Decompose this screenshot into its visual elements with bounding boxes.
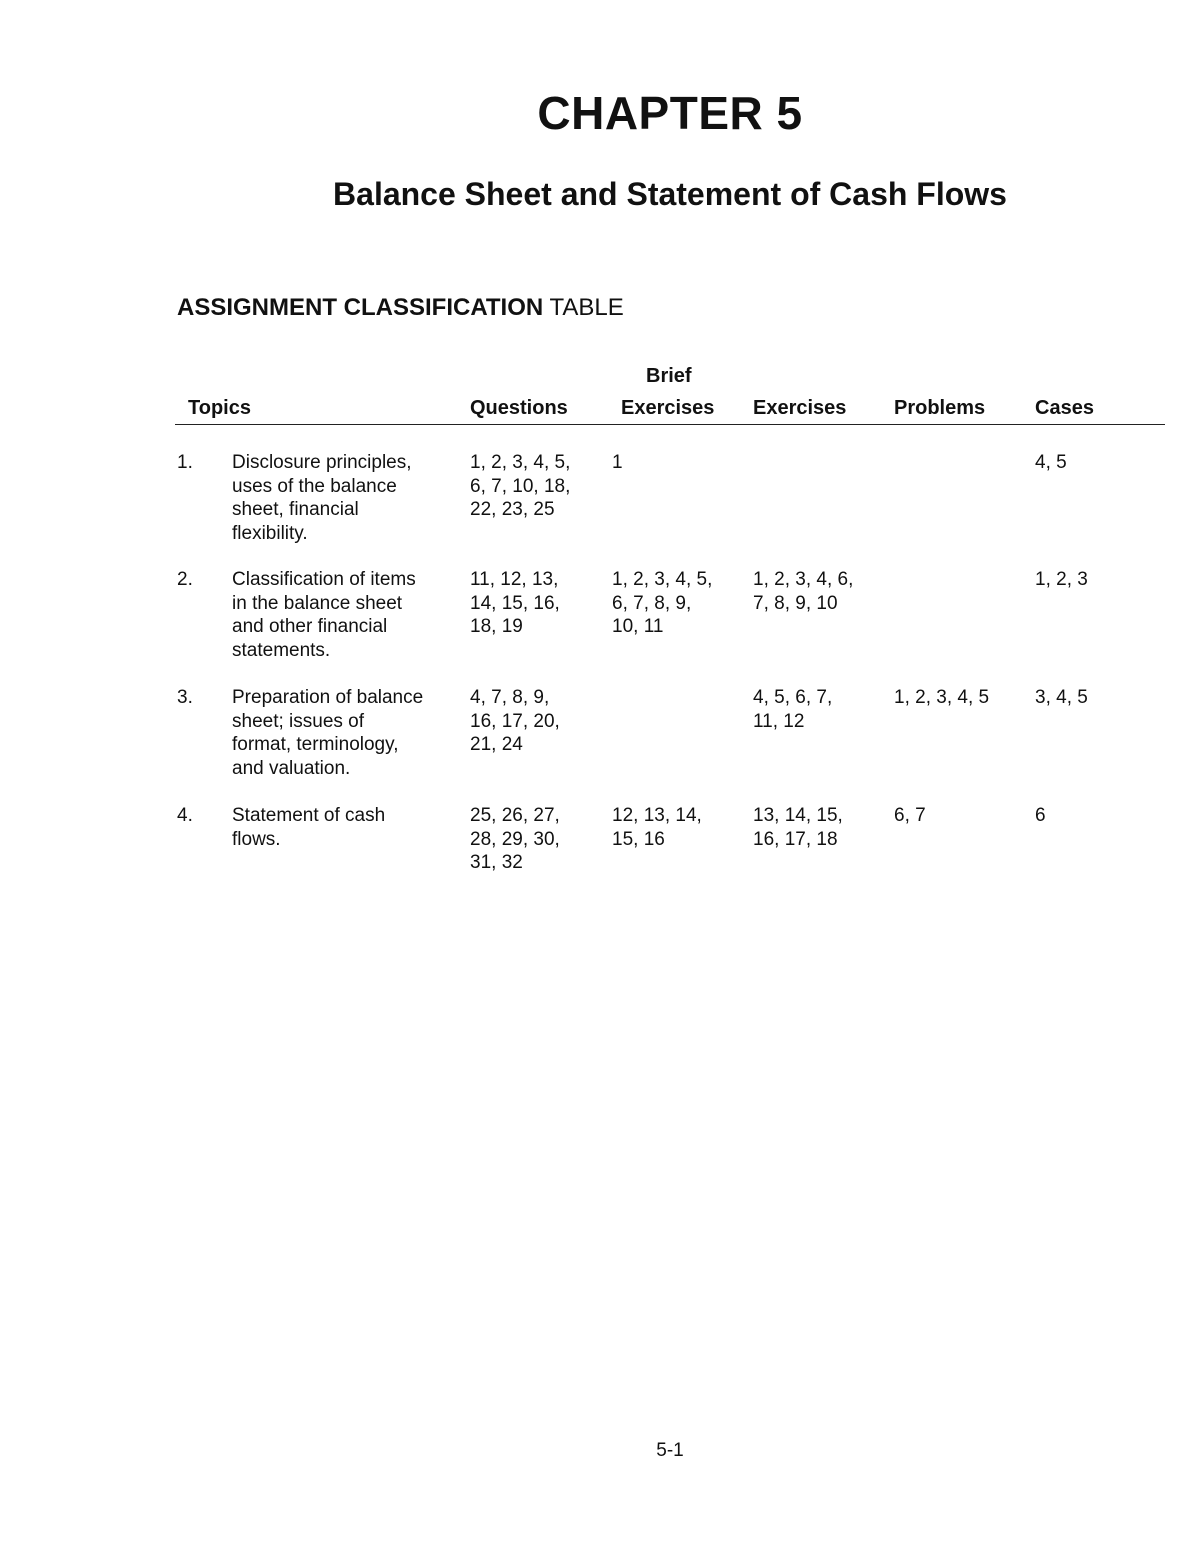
header-brief: Brief [646,365,692,387]
row-exercises: 4, 5, 6, 7, 11, 12 [753,687,833,732]
row-questions: 1, 2, 3, 4, 5, 6, 7, 10, 18, 22, 23, 25 [470,452,571,520]
header-questions: Questions [470,397,568,419]
row-cases: 3, 4, 5 [1035,687,1088,708]
row-questions: 11, 12, 13, 14, 15, 16, 18, 19 [470,569,560,637]
header-divider [175,424,1165,425]
row-exercises: 13, 14, 15, 16, 17, 18 [753,805,843,850]
row-topic: Statement of cash flows. [232,805,386,850]
header-cases: Cases [1035,397,1094,419]
row-number: 4. [177,805,193,826]
chapter-subtitle: Balance Sheet and Statement of Cash Flows [333,176,1007,212]
row-brief-exercises: 1 [612,452,623,473]
table-heading-rest: TABLE [543,294,624,321]
header-topics: Topics [188,397,251,419]
header-brief-exercises: Exercises [621,397,715,419]
row-problems: 6, 7 [894,805,926,826]
chapter-title: CHAPTER 5 [537,87,803,139]
row-topic: Classification of items in the balance sheet and other financial statements. [232,569,416,661]
row-cases: 6 [1035,805,1046,826]
row-number: 2. [177,569,193,590]
row-number: 1. [177,452,193,473]
row-number: 3. [177,687,193,708]
page-number: 5-1 [656,1440,684,1461]
row-topic: Disclosure principles, uses of the balance sheet, financial flexibility. [232,452,412,544]
row-questions: 25, 26, 27, 28, 29, 30, 31, 32 [470,805,560,873]
table-heading [177,294,624,322]
row-cases: 1, 2, 3 [1035,569,1088,590]
header-problems: Problems [894,397,986,419]
table-heading-bold: ASSIGNMENT CLASSIFICATION [177,294,544,321]
header-exercises: Exercises [753,397,847,419]
row-cases: 4, 5 [1035,452,1067,473]
row-questions: 4, 7, 8, 9, 16, 17, 20, 21, 24 [470,687,560,755]
row-brief-exercises: 1, 2, 3, 4, 5, 6, 7, 8, 9, 10, 11 [612,569,713,637]
row-topic: Preparation of balance sheet; issues of format, terminology, and valuation. [232,687,424,779]
row-brief-exercises: 12, 13, 14, 15, 16 [612,805,702,850]
row-exercises: 1, 2, 3, 4, 6, 7, 8, 9, 10 [753,569,854,614]
row-problems: 1, 2, 3, 4, 5 [894,687,990,708]
